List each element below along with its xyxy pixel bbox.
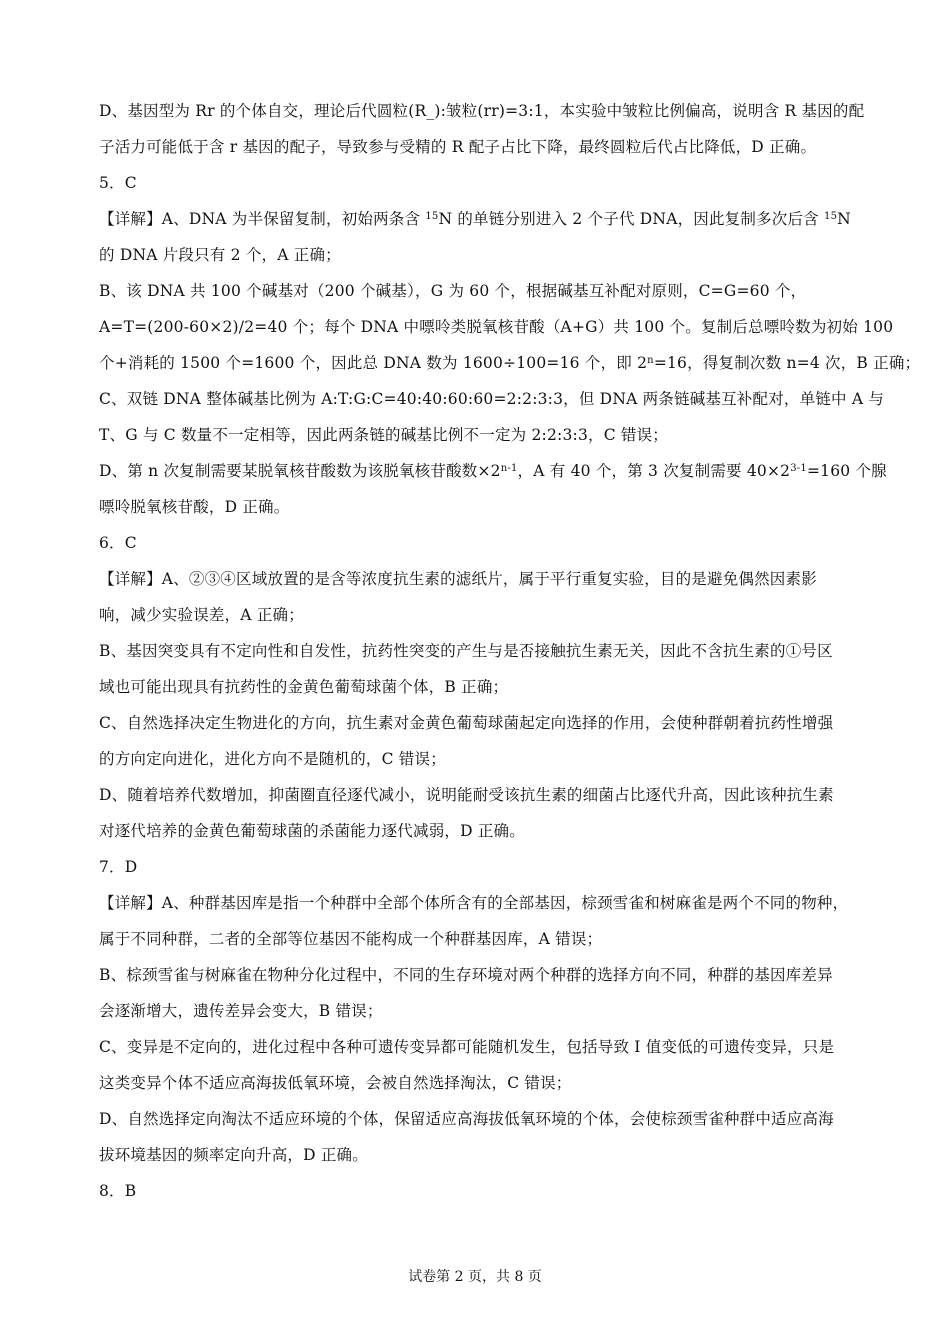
text-line: A=T=(200-60×2)/2=40 个；每个 DNA 中嘌呤类脱氧核苷酸（A+G）共 100 个。复制后总嘌呤数为初始 100: [99, 318, 894, 336]
text-line: C、变异是不定向的，进化过程中各种可遗传变异都可能随机发生，包括导致 I 值变低的可遗传变异，只是: [99, 1038, 835, 1056]
question-answer: 7．D: [99, 858, 138, 876]
text-line: 拔环境基因的频率定向升高，D 正确。: [99, 1146, 368, 1164]
question-answer: 5．C: [99, 174, 137, 192]
text-line: B、该 DNA 共 100 个碱基对（200 个碱基），G 为 60 个，根据碱基互补配对原则，C=G=60 个，: [99, 282, 807, 300]
text-line: 个+消耗的 1500 个=1600 个，因此总 DNA 数为 1600÷100=16 个，即 $2^n=16$，得复制次数 n=4 次，B 正确；: [99, 354, 921, 372]
text-line: 子活力可能低于含 r 基因的配子，导致参与受精的 R 配子占比下降，最终圆粒后代占比降低，D 正确。: [99, 138, 817, 156]
text-line: 【详解】A、DNA 为半保留复制，初始两条含 $^{15}$N 的单链分别进入 2 个子代 DNA，因此复制多次后含 $^{15}$N: [99, 210, 851, 228]
text-line: D、随着培养代数增加，抑菌圈直径逐代减小，说明能耐受该抗生素的细菌占比逐代升高，因此该种抗生素: [99, 786, 834, 804]
text-line: B、基因突变具有不定向性和自发性，抗药性突变的产生与是否接触抗生素无关，因此不含抗生素的①号区: [99, 642, 833, 660]
text-line: D、第 n 次复制需要某脱氧核苷酸数为该脱氧核苷酸数$\times 2^{n-1}$，A 有 40 个，第 3 次复制需要 $40\times 2^{3-1}=160$ 个腺: [99, 462, 887, 480]
text-line: 嘌呤脱氧核苷酸，D 正确。: [99, 498, 290, 516]
text-line: 属于不同种群，二者的全部等位基因不能构成一个种群基因库，A 错误；: [99, 930, 603, 948]
text-line: B、棕颈雪雀与树麻雀在物种分化过程中，不同的生存环境对两个种群的选择方向不同，种群的基因库差异: [99, 966, 833, 984]
text-line: 这类变异个体不适应高海拔低氧环境，会被自然选择淘汰，C 错误；: [99, 1074, 572, 1092]
text-line: T、G 与 C 数量不一定相等，因此两条链的碱基比例不一定为 2:2:3:3，C 错误；: [99, 426, 668, 444]
page-footer: 试卷第 2 页，共 8 页: [408, 1269, 542, 1285]
text-line: D、基因型为 Rr 的个体自交，理论后代圆粒(R_):皱粒(rr)=3:1，本实验中皱粒比例偏高，说明含 R 基因的配: [99, 102, 865, 120]
text-line: 响，减少实验误差，A 正确；: [99, 606, 304, 624]
text-line: 【详解】A、②③④区域放置的是含等浓度抗生素的滤纸片，属于平行重复实验，目的是避免偶然因素影: [99, 570, 817, 588]
text-line: C、自然选择决定生物进化的方向，抗生素对金黄色葡萄球菌起定向选择的作用，会使种群朝着抗药性增强: [99, 714, 834, 732]
text-line: 【详解】A、种群基因库是指一个种群中全部个体所含有的全部基因，棕颈雪雀和树麻雀是两个不同的物种，: [99, 894, 849, 912]
text-line: 对逐代培养的金黄色葡萄球菌的杀菌能力逐代减弱，D 正确。: [99, 822, 525, 840]
question-answer: 8．B: [99, 1182, 137, 1200]
text-line: C、双链 DNA 整体碱基比例为 A:T:G:C=40:40:60:60=2:2:3:3，但 DNA 两条链碱基互补配对，单链中 A 与: [99, 390, 885, 408]
text-line: D、自然选择定向淘汰不适应环境的个体，保留适应高海拔低氧环境的个体，会使棕颈雪雀种群中适应高海: [99, 1110, 834, 1128]
question-answer: 6．C: [99, 534, 137, 552]
text-line: 域也可能出现具有抗药性的金黄色葡萄球菌个体，B 正确；: [99, 678, 509, 696]
text-line: 的方向定向进化，进化方向不是随机的，C 错误；: [99, 750, 446, 768]
text-line: 的 DNA 片段只有 2 个，A 正确；: [99, 246, 341, 264]
text-line: 会逐渐增大，遗传差异会变大，B 错误；: [99, 1002, 383, 1020]
